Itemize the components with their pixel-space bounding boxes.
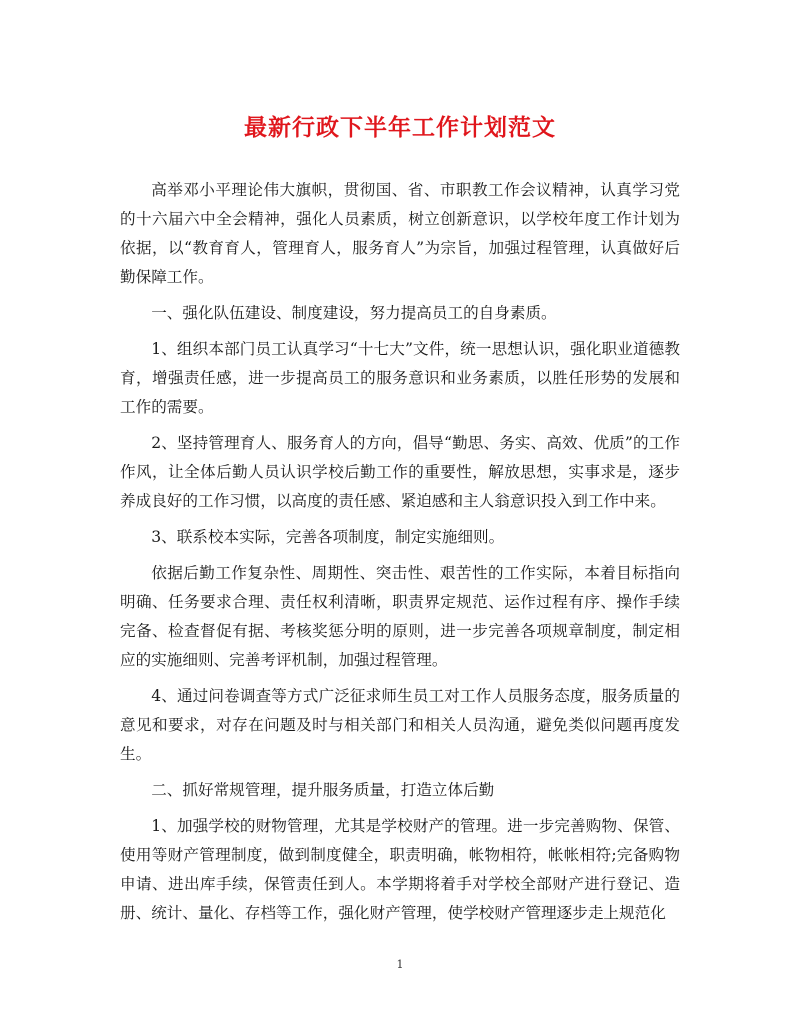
paragraph-item-3-detail: 依据后勤工作复杂性、周期性、突击性、艰苦性的工作实际，本着目标指向明确、任务要求合理、责任权利清晰，职责界定规范、运作过程有序、操作手续完备、检查督促有据、考核奖惩分明的原则，进一步完善各项规章制度，制定相应的实施细则、完善考评机制，加强过程管理。 [120, 564, 680, 669]
paragraph-intro: 高举邓小平理论伟大旗帜，贯彻国、省、市职教工作会议精神，认真学习党的十六届六中全会精神，强化人员素质，树立创新意识，以学校年度工作计划为依据，以“教育育人，管理育人，服务育人”为宗旨，加强过程管理，认真做好后勤保障工作。 [120, 181, 680, 286]
paragraph-section-2-item-1: 1、加强学校的财物管理，尤其是学校财产的管理。进一步完善购物、保管、使用等财产管理制度，做到制度健全，职责明确，帐物相符，帐帐相符;完备购物申请、进出库手续，保管责任到人。本学期将着手对学校全部财产进行登记、造册、统计、量化、存档等工作，强化财产管理，使学校财产管理逐步走上规范化 [120, 817, 680, 922]
paragraph-item-2: 2、坚持管理育人、服务育人的方向，倡导“勤思、务实、高效、优质”的工作作风，让全体后勤人员认识学校后勤工作的重要性，解放思想，实事求是，逐步养成良好的工作习惯，以高度的责任感、紧迫感和主人翁意识投入到工作中来。 [120, 434, 680, 510]
document-body [120, 176, 680, 935]
paragraph-item-3: 3、联系校本实际，完善各项制度，制定实施细则。 [151, 528, 505, 546]
paragraph-item-4: 4、通过问卷调查等方式广泛征求师生员工对工作人员服务态度，服务质量的意见和要求，对存在问题及时与相关部门和相关人员沟通，避免类似问题再度发生。 [120, 687, 680, 763]
paragraph-section-1-heading: 一、强化队伍建设、制度建设，努力提高员工的自身素质。 [151, 304, 557, 322]
page-number: 1 [396, 958, 404, 971]
paragraph-item-1: 1、组织本部门员工认真学习“十七大”文件，统一思想认识，强化职业道德教育，增强责任感，进一步提高员工的服务意识和业务素质，以胜任形势的发展和工作的需要。 [120, 340, 680, 416]
paragraph-section-2-heading: 二、抓好常规管理，提升服务质量，打造立体后勤 [151, 781, 495, 799]
document-title: 最新行政下半年工作计划范文 [244, 114, 556, 141]
